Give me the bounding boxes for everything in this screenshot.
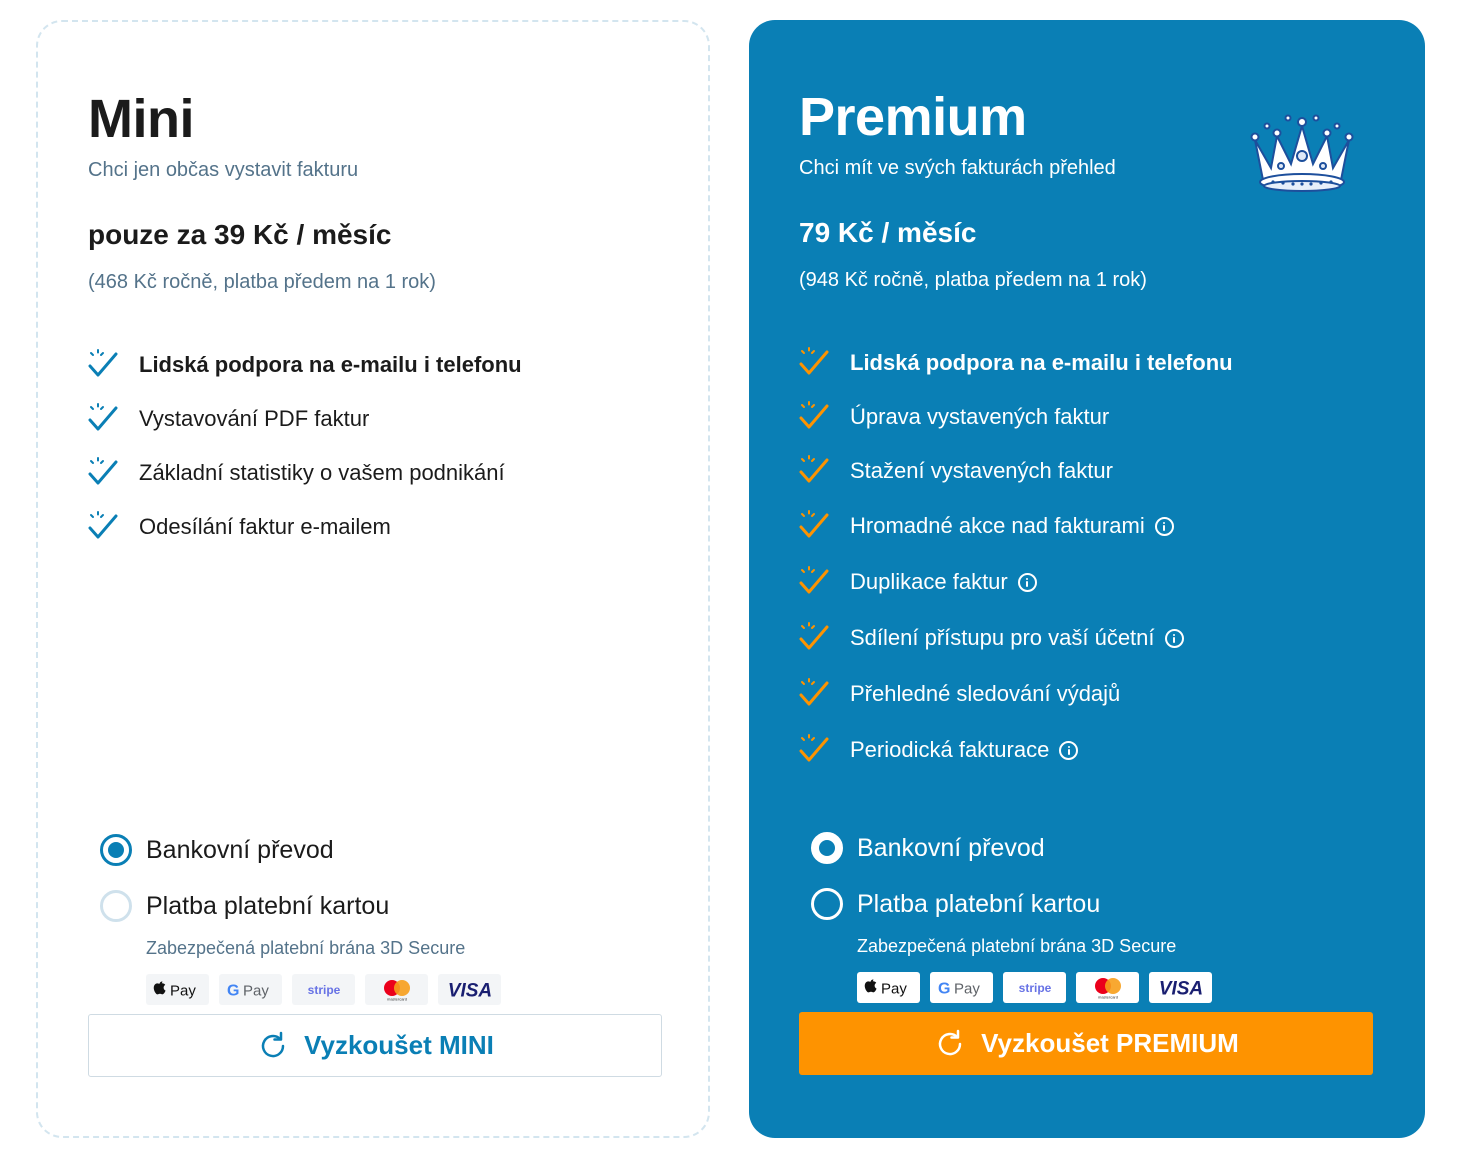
svg-text:Pay: Pay — [242, 982, 269, 999]
info-circle-icon[interactable] — [1165, 629, 1184, 648]
feature-list — [88, 338, 522, 554]
check-sparkle-icon — [799, 455, 833, 487]
stripe-badge — [292, 974, 355, 1005]
feature-item — [88, 500, 522, 554]
svg-text:stripe: stripe — [307, 982, 340, 997]
refresh-icon — [256, 1029, 290, 1063]
check-sparkle-icon — [799, 678, 833, 710]
check-sparkle-icon — [799, 347, 833, 379]
apple-pay-icon — [151, 980, 205, 1000]
mastercard-icon — [1081, 976, 1135, 1000]
plan-price: 79 Kč / měsíc — [799, 217, 977, 248]
button-label: Vyzkoušet PREMIUM — [981, 1028, 1239, 1058]
radio-button[interactable] — [100, 890, 132, 922]
feature-label: Duplikace faktur — [850, 569, 1008, 594]
payment-option-label: Platba platební kartou — [146, 891, 390, 920]
feature-item — [799, 498, 1233, 554]
feature-item — [799, 666, 1233, 722]
svg-text:VISA: VISA — [1158, 978, 1203, 998]
mastercard-badge — [365, 974, 428, 1005]
check-sparkle-icon — [88, 457, 122, 489]
feature-item — [88, 446, 522, 500]
info-circle-icon[interactable] — [1018, 573, 1037, 592]
feature-item — [799, 554, 1233, 610]
visa-icon — [443, 980, 497, 1000]
refresh-icon — [933, 1027, 967, 1061]
stripe-icon — [1008, 978, 1062, 998]
feature-label: Lidská podpora na e-mailu i telefonu — [850, 350, 1233, 375]
apple-pay-icon — [862, 978, 916, 998]
payment-options — [100, 822, 501, 1005]
plan-title: Mini — [88, 89, 194, 149]
button-label: Vyzkoušet MINI — [304, 1030, 494, 1060]
feature-item — [88, 392, 522, 446]
check-sparkle-icon — [799, 734, 833, 766]
payment-badges — [857, 972, 1212, 1003]
svg-text:G: G — [937, 980, 950, 997]
check-sparkle-icon — [799, 566, 833, 598]
feature-list — [799, 336, 1233, 778]
visa-icon — [1154, 978, 1208, 998]
feature-label: Úprava vystavených faktur — [850, 404, 1110, 429]
payment-badges — [146, 974, 501, 1005]
feature-label: Hromadné akce nad fakturami — [850, 513, 1145, 538]
plan-subtitle: Chci jen občas vystavit fakturu — [88, 159, 359, 181]
radio-button-checked[interactable] — [100, 834, 132, 866]
feature-label: Periodická fakturace — [850, 737, 1050, 762]
feature-item — [88, 338, 522, 392]
payment-option-bank-transfer[interactable] — [811, 820, 1212, 876]
check-sparkle-icon — [88, 349, 122, 381]
google-pay-badge — [930, 972, 993, 1003]
check-sparkle-icon — [799, 510, 833, 542]
secure-note: Zabezpečená platební brána 3D Secure — [146, 938, 466, 958]
svg-text:Pay: Pay — [953, 980, 980, 997]
svg-text:G: G — [226, 982, 239, 999]
feature-label: Základní statistiky o vašem podnikání — [139, 460, 505, 485]
svg-text:Pay: Pay — [880, 980, 907, 997]
check-sparkle-icon — [88, 511, 122, 543]
payment-option-card[interactable] — [811, 876, 1212, 932]
check-sparkle-icon — [799, 622, 833, 654]
plan-price-note: (948 Kč ročně, platba předem na 1 rok) — [799, 269, 1147, 291]
plan-title: Premium — [799, 87, 1027, 147]
feature-label: Stažení vystavených faktur — [850, 458, 1113, 483]
plan-card-premium — [749, 20, 1425, 1138]
mastercard-icon — [370, 978, 424, 1002]
plan-price: pouze za 39 Kč / měsíc — [88, 219, 392, 250]
visa-badge — [1149, 972, 1212, 1003]
feature-item — [799, 444, 1233, 498]
feature-label: Sdílení přístupu pro vaší účetní — [850, 625, 1155, 650]
feature-item — [799, 722, 1233, 778]
payment-option-bank-transfer[interactable] — [100, 822, 501, 878]
visa-badge — [438, 974, 501, 1005]
try-premium-button[interactable] — [799, 1012, 1373, 1075]
payment-option-label: Bankovní převod — [857, 833, 1045, 862]
plan-price-note: (468 Kč ročně, platba předem na 1 rok) — [88, 271, 436, 293]
feature-item — [799, 390, 1233, 444]
mastercard-badge — [1076, 972, 1139, 1003]
svg-text:stripe: stripe — [1018, 980, 1051, 995]
radio-button-checked[interactable] — [811, 832, 843, 864]
apple-pay-badge — [857, 972, 920, 1003]
stripe-icon — [297, 980, 351, 1000]
info-circle-icon[interactable] — [1059, 741, 1078, 760]
feature-label: Odesílání faktur e-mailem — [139, 514, 391, 539]
payment-option-card[interactable] — [100, 878, 501, 934]
info-circle-icon[interactable] — [1155, 517, 1174, 536]
google-pay-icon — [224, 980, 278, 1000]
google-pay-icon — [935, 978, 989, 998]
plan-subtitle: Chci mít ve svých fakturách přehled — [799, 157, 1116, 179]
payment-option-label: Bankovní převod — [146, 835, 334, 864]
payment-option-label: Platba platební kartou — [857, 889, 1101, 918]
payment-options — [811, 820, 1212, 1003]
feature-label: Přehledné sledování výdajů — [850, 681, 1121, 706]
feature-label: Lidská podpora na e-mailu i telefonu — [139, 352, 522, 377]
secure-note: Zabezpečená platební brána 3D Secure — [857, 936, 1177, 956]
check-sparkle-icon — [799, 401, 833, 433]
apple-pay-badge — [146, 974, 209, 1005]
stripe-badge — [1003, 972, 1066, 1003]
feature-label: Vystavování PDF faktur — [139, 406, 370, 431]
svg-text:Pay: Pay — [169, 982, 196, 999]
svg-text:mastercard: mastercard — [1097, 994, 1118, 999]
feature-item — [799, 336, 1233, 390]
try-mini-button[interactable] — [88, 1014, 662, 1077]
plan-card-mini — [36, 20, 710, 1138]
radio-button[interactable] — [811, 888, 843, 920]
svg-text:VISA: VISA — [447, 980, 492, 1000]
google-pay-badge — [219, 974, 282, 1005]
check-sparkle-icon — [88, 403, 122, 435]
svg-text:mastercard: mastercard — [386, 996, 407, 1001]
feature-item — [799, 610, 1233, 666]
